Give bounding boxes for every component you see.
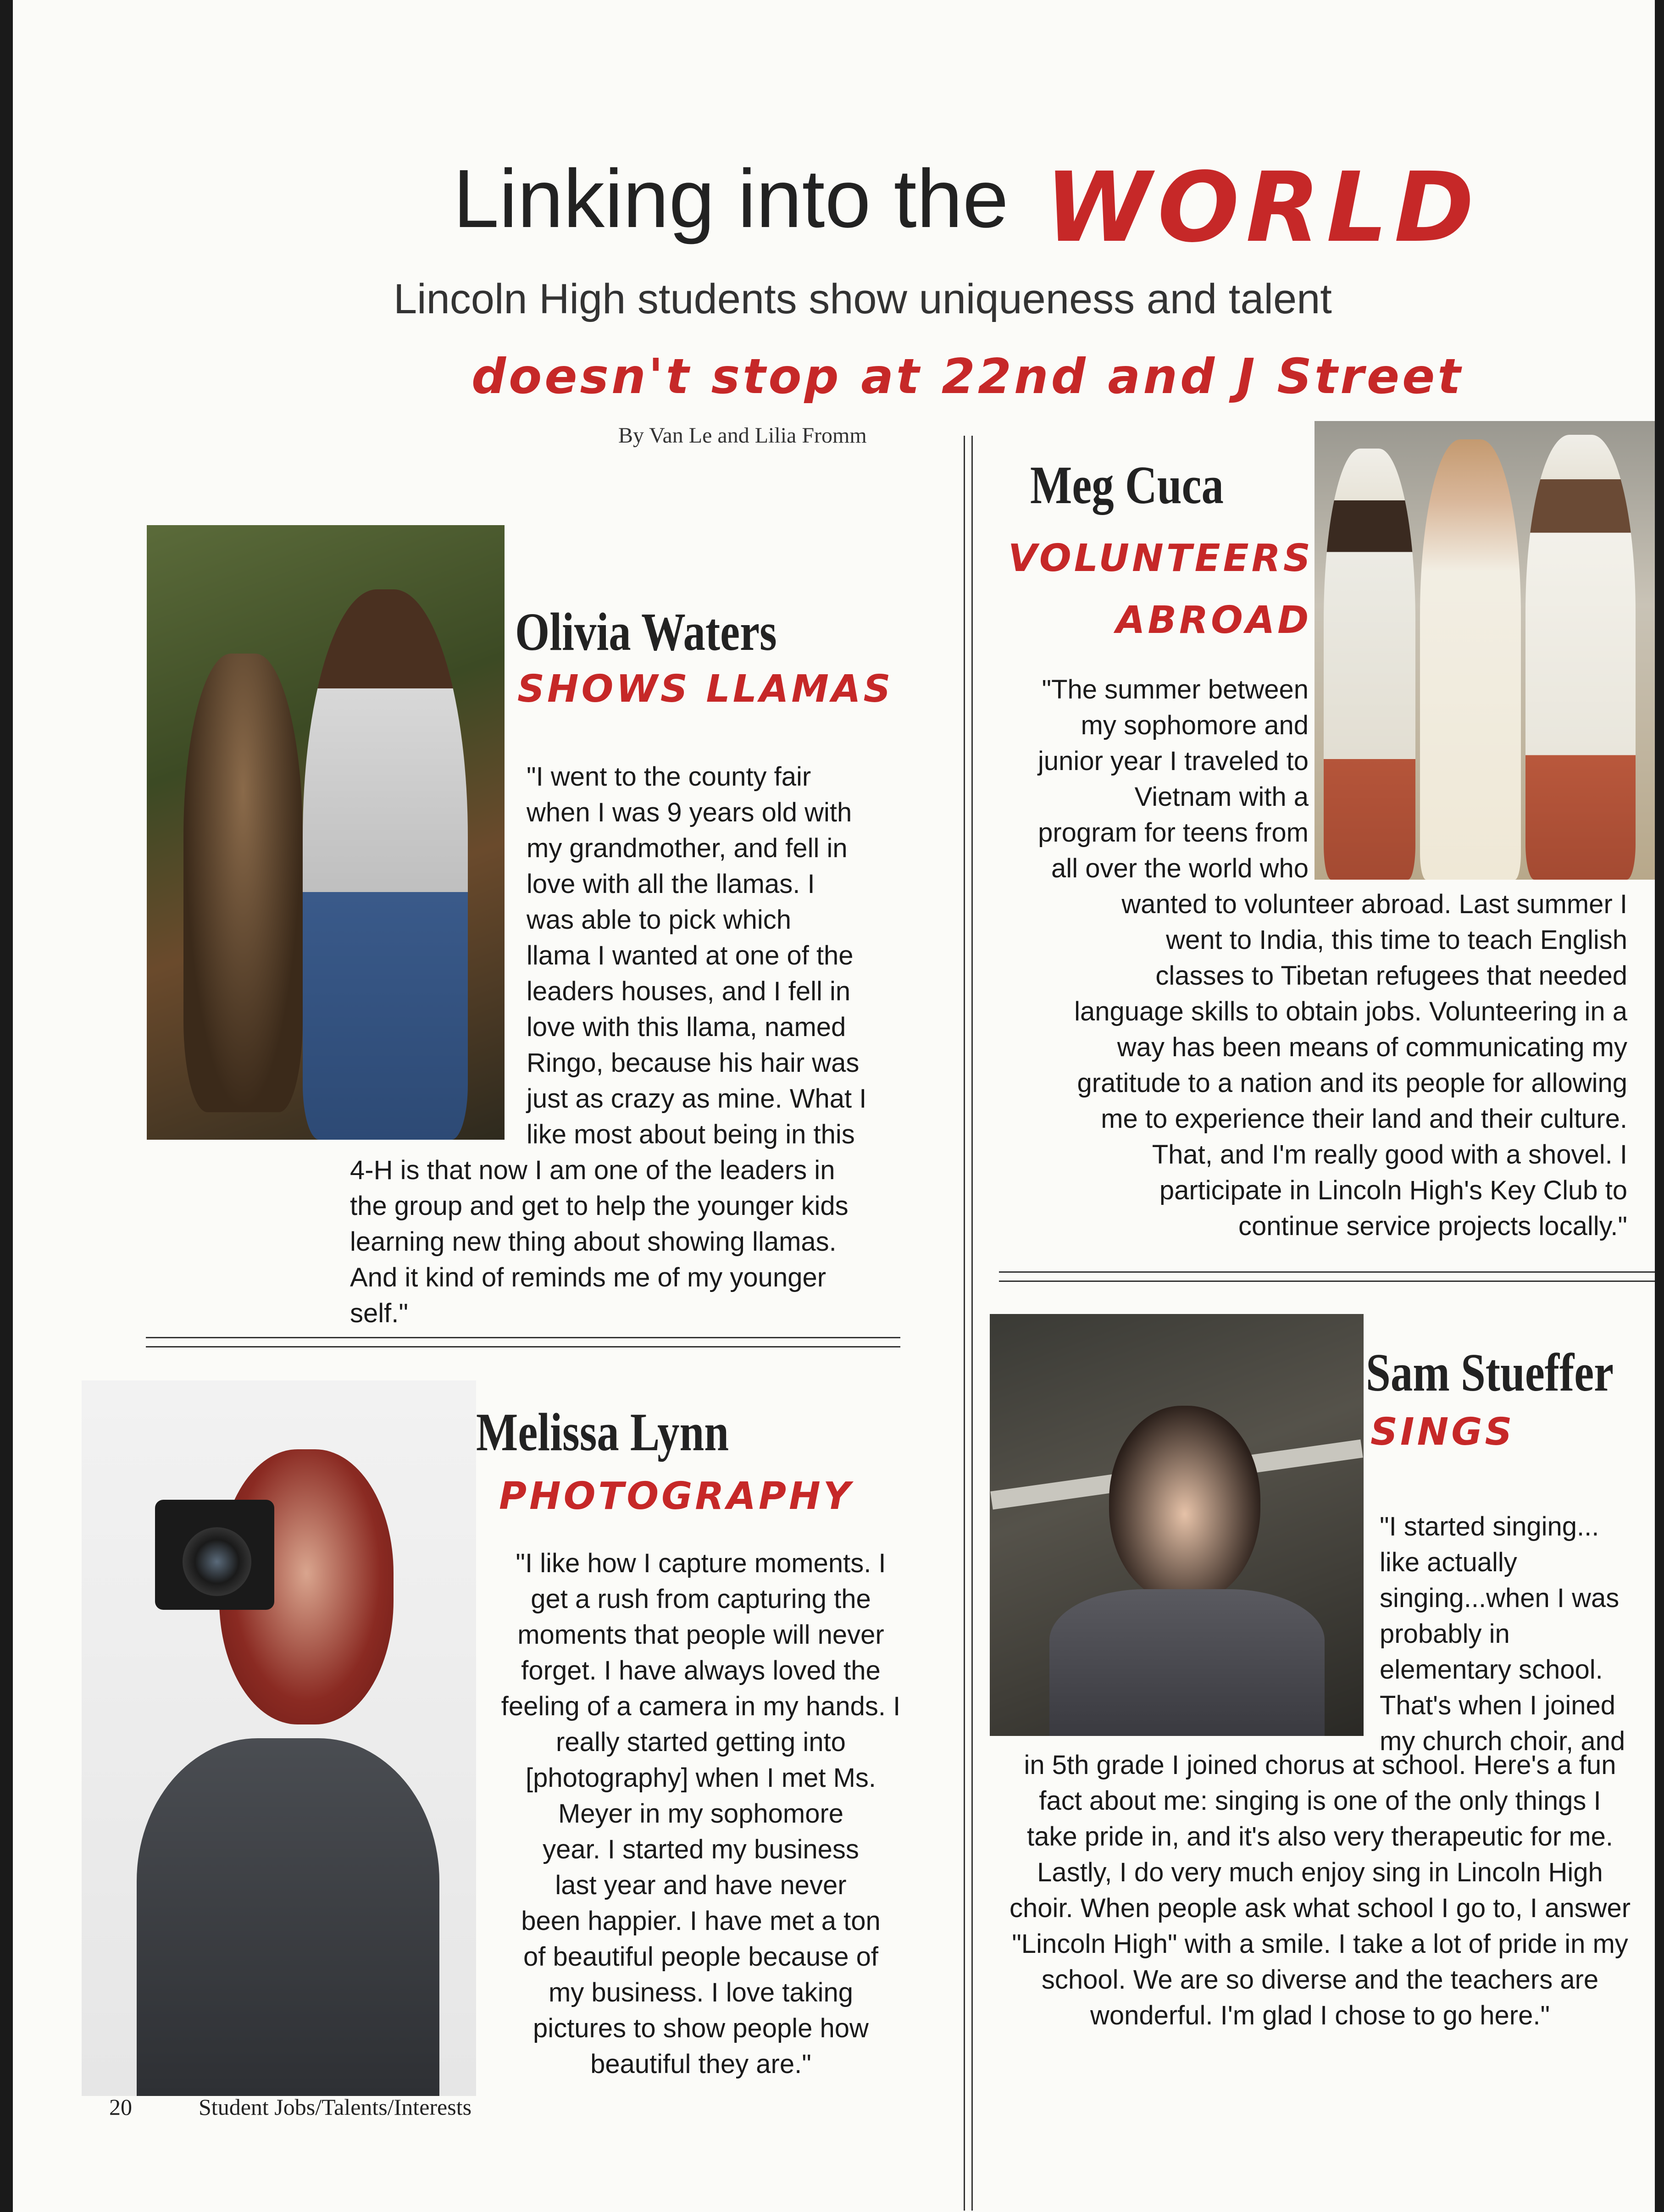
profile-name: Meg Cuca	[1030, 455, 1224, 515]
sam-head	[1109, 1406, 1260, 1603]
melissa-camera-photo	[82, 1380, 476, 2096]
quote-line: "I went to the county fair	[527, 762, 811, 792]
quote-line: beautiful they are."	[590, 2049, 811, 2079]
section-divider	[999, 1271, 1655, 1273]
quote-line: really started getting into	[556, 1727, 846, 1757]
quote-line: fact about me: singing is one of the only things I	[1039, 1786, 1601, 1816]
quote-line: [photography] when I met Ms.	[525, 1763, 876, 1793]
headline-accent: WORLD	[1045, 151, 1481, 264]
quote-line: "I like how I capture moments. I	[516, 1548, 886, 1578]
quote-line: me to experience their land and their culture.	[1101, 1104, 1627, 1134]
column-divider	[964, 436, 965, 2211]
quote-line: elementary school.	[1380, 1655, 1603, 1685]
section-divider	[146, 1337, 900, 1338]
quote-line: That's when I joined	[1380, 1691, 1616, 1720]
quote-line: self."	[350, 1298, 408, 1328]
camera-icon	[155, 1500, 274, 1610]
quote-line: last year and have never	[555, 1870, 847, 1900]
profile-quote-top	[527, 759, 930, 1153]
quote-line: choir. When people ask what school I go to, I answer	[1009, 1893, 1631, 1923]
profile-tag-line2: ABROAD	[1116, 599, 1312, 642]
person-figure	[1525, 435, 1636, 880]
quote-line: take pride in, and it's also very therapeutic for me.	[1026, 1822, 1614, 1852]
quote-line: forget. I have always loved the	[521, 1656, 881, 1685]
profile-quote-bottom	[350, 1153, 946, 1331]
quote-line: language skills to obtain jobs. Volunteering in a	[1074, 997, 1627, 1026]
magazine-page	[13, 0, 1655, 2212]
quote-line: "Lincoln High" with a smile. I take a lot of pride in my	[1012, 1929, 1628, 1959]
quote-line: And it kind of reminds me of my younger	[350, 1263, 826, 1292]
quote-line: leaders houses, and I fell in	[527, 976, 851, 1006]
quote-line: get a rush from capturing the	[531, 1584, 871, 1614]
quote-line: like actually	[1380, 1547, 1517, 1577]
meg-figure	[1420, 439, 1521, 880]
profile-tag: PHOTOGRAPHY	[499, 1475, 854, 1518]
quote-line: Vietnam with a	[1134, 782, 1309, 812]
profile-quote	[453, 1546, 948, 2082]
meg-volunteers-photo	[1315, 421, 1655, 880]
quote-line: the group and get to help the younger kids	[350, 1191, 849, 1221]
page-footer	[109, 2094, 471, 2120]
quote-line: Lastly, I do very much enjoy sing in Lincoln High	[1037, 1857, 1603, 1887]
profile-name: Olivia Waters	[515, 602, 777, 662]
quote-line: love with this llama, named	[527, 1012, 846, 1042]
quote-line: year. I started my business	[543, 1835, 859, 1864]
quote-line: like most about being in this	[527, 1120, 855, 1149]
quote-line: my church choir, and	[1380, 1726, 1625, 1756]
quote-line: in 5th grade I joined chorus at school. Here's a fun	[1024, 1750, 1616, 1780]
quote-line: gratitude to a nation and its people for allowing	[1077, 1068, 1627, 1098]
quote-line: junior year I traveled to	[1038, 746, 1309, 776]
subheadline-accent: doesn't stop at 22nd and J Street	[471, 349, 1464, 405]
quote-line: been happier. I have met a ton	[521, 1906, 881, 1936]
quote-line: wonderful. I'm glad I chose to go here."	[1090, 2001, 1550, 2030]
camera-lens	[183, 1527, 251, 1596]
headline: Linking into the	[453, 153, 1009, 245]
section-label: Student Jobs/Talents/Interests	[199, 2094, 472, 2120]
quote-line: my business. I love taking	[548, 1978, 854, 2007]
quote-line: llama I wanted at one of the	[527, 941, 854, 970]
quote-line: continue service projects locally."	[1238, 1211, 1627, 1241]
byline: By Van Le and Lilia Fromm	[618, 423, 867, 448]
quote-line: just as crazy as mine. What I	[527, 1084, 867, 1114]
sam-portrait-photo	[990, 1314, 1364, 1736]
quote-line: pictures to show people how	[533, 2013, 869, 2043]
quote-line: of beautiful people because of	[523, 1942, 878, 1972]
quote-line: my grandmother, and fell in	[527, 833, 848, 863]
quote-line: when I was 9 years old with	[527, 798, 852, 827]
section-divider	[146, 1346, 900, 1347]
quote-line: was able to pick which	[527, 905, 792, 935]
person-figure	[1324, 449, 1415, 880]
profile-tag: VOLUNTEERS	[1008, 537, 1313, 580]
subheadline: Lincoln High students show uniqueness and talent	[394, 276, 1332, 322]
profile-name: Sam Stueffer	[1366, 1342, 1614, 1403]
quote-line: probably in	[1380, 1619, 1510, 1649]
olivia-llama-photo	[147, 525, 505, 1140]
profile-quote-bottom	[990, 1747, 1650, 2034]
profile-tag: SINGS	[1370, 1410, 1515, 1454]
melissa-shirt	[137, 1738, 439, 2096]
quote-line: classes to Tibetan refugees that needed	[1155, 961, 1627, 991]
quote-line: my sophomore and	[1081, 710, 1309, 740]
profile-tag: SHOWS LLAMAS	[517, 667, 893, 711]
profile-quote-top	[1380, 1509, 1655, 1759]
profile-quote-bottom	[976, 887, 1627, 1244]
quote-line: 4-H is that now I am one of the leaders in	[350, 1155, 835, 1185]
column-divider-inner	[971, 436, 973, 2211]
quote-line: Meyer in my sophomore	[558, 1799, 844, 1829]
quote-line: school. We are so diverse and the teachers are	[1041, 1965, 1599, 1995]
section-divider	[999, 1281, 1655, 1282]
quote-line: went to India, this time to teach English	[1166, 925, 1627, 955]
quote-line: wanted to volunteer abroad. Last summer I	[1121, 889, 1627, 919]
quote-line: way has been means of communicating my	[1117, 1032, 1627, 1062]
quote-line: Ringo, because his hair was	[527, 1048, 860, 1078]
quote-line: "I started singing...	[1380, 1512, 1599, 1541]
quote-line: love with all the llamas. I	[527, 869, 815, 899]
quote-line: learning new thing about showing llamas.	[350, 1227, 837, 1257]
profile-name: Melissa Lynn	[476, 1402, 729, 1462]
profile-quote-top	[978, 672, 1309, 887]
quote-line: feeling of a camera in my hands. I	[501, 1691, 901, 1721]
quote-line: participate in Lincoln High's Key Club to	[1159, 1175, 1627, 1205]
olivia-figure	[303, 589, 468, 1140]
quote-line: program for teens from	[1038, 818, 1309, 848]
llama-figure	[183, 654, 303, 1112]
page-number: 20	[109, 2094, 132, 2120]
quote-line: singing...when I was	[1380, 1583, 1620, 1613]
quote-line: moments that people will never	[517, 1620, 884, 1650]
quote-line: That, and I'm really good with a shovel. I	[1152, 1140, 1627, 1170]
quote-line: all over the world who	[1051, 854, 1309, 883]
quote-line: "The summer between	[1042, 675, 1309, 704]
sam-shirt	[1049, 1589, 1325, 1736]
